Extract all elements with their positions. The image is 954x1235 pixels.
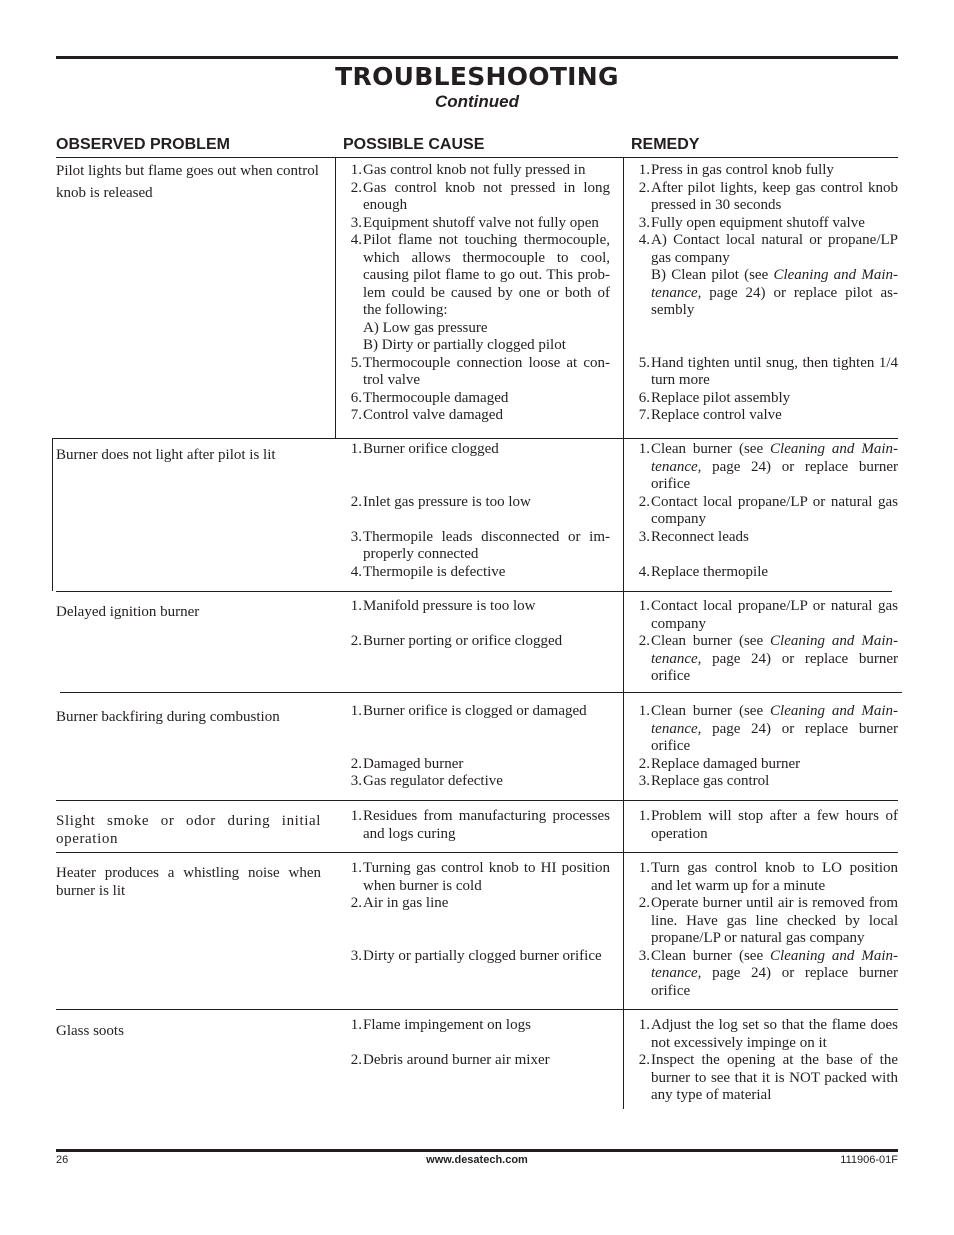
list-item: 1. Problem will stop after a few hours of operation: [638, 808, 898, 842]
list-item: 1. Clean burner (see Cleaning and Main-tenance, page 24) or replace burner orifice: [638, 703, 898, 754]
observed-problem: Delayed ignition burner: [56, 604, 200, 620]
list-item: 1. Gas control knob not fully pressed in: [350, 162, 586, 178]
column-divider: [623, 157, 624, 438]
list-item: 1. Burner orifice clogged: [350, 441, 499, 457]
observed-problem: Heater produces a whistling noise when burner is lit: [56, 865, 321, 899]
list-item: 7. Control valve damaged: [350, 407, 503, 423]
column-header-remedy: REMEDY: [631, 136, 700, 153]
page-number: 26: [56, 1154, 69, 1166]
list-item: B) Dirty or partially clogged pilot: [363, 337, 566, 353]
list-item: 6. Thermocouple damaged: [350, 389, 509, 406]
list-item: 1. Press in gas control knob fully: [638, 162, 834, 178]
list-item: 3. Clean burner (see Cleaning and Main-tenance, page 24) or replace burner orifice: [638, 947, 898, 999]
column-divider: [52, 438, 53, 591]
list-item: 5. Thermocouple connection loose at con-trol valve: [350, 354, 610, 388]
list-item: 6. Replace pilot assembly: [638, 389, 791, 406]
list-item: 3. Thermopile leads disconnected or im-properly connected: [350, 528, 610, 562]
list-item: 1. Residues from manufacturing processes and logs curing: [350, 808, 610, 842]
list-item: B) Clean pilot (see Cleaning and Main-tenance, page 24) or replace pilot as-sembly: [651, 267, 899, 318]
observed-problem: Slight smoke or odor during initial operation: [56, 813, 321, 847]
page-title: TROUBLESHOOTING: [335, 62, 619, 91]
footer-url: www.desatech.com: [426, 1154, 528, 1166]
column-divider: [623, 1009, 624, 1109]
document-code: 111906-01F: [840, 1154, 898, 1166]
list-item: 4. Pilot flame not touching thermocouple, which allows thermocouple to cool, causing pilot flame to go out. This prob-lem could be caused by one or both of the following:: [350, 232, 610, 318]
list-item: 1. Turn gas control knob to LO position and let warm up for a minute: [638, 860, 898, 894]
row-divider: [56, 1009, 898, 1010]
list-item: 3. Reconnect leads: [638, 528, 749, 545]
list-item: A) Low gas pressure: [363, 319, 488, 336]
list-item: 3. Replace gas control: [638, 773, 770, 789]
column-header-cause: POSSIBLE CAUSE: [343, 136, 485, 153]
column-divider: [623, 692, 624, 800]
row-divider: [52, 438, 898, 439]
header-rule: [56, 157, 898, 158]
list-item: 2. Debris around burner air mixer: [350, 1052, 550, 1068]
top-rule: [56, 56, 898, 59]
list-item: 2. Damaged burner: [350, 755, 464, 772]
list-item: 1. Contact local propane/LP or natural gas company: [638, 598, 898, 632]
list-item: 2. Inlet gas pressure is too low: [350, 493, 531, 510]
list-item: 3. Dirty or partially clogged burner orifice: [350, 947, 602, 964]
column-divider: [623, 438, 624, 591]
list-item: 4. A) Contact local natural or propane/LP gas company: [638, 232, 898, 266]
list-item: 5. Hand tighten until snug, then tighten 1/4 turn more: [638, 354, 898, 388]
list-item: 2. Contact local propane/LP or natural gas company: [638, 493, 898, 527]
list-item: 2. Clean burner (see Cleaning and Main-tenance, page 24) or replace burner orifice: [638, 633, 898, 684]
footer-rule: [56, 1149, 898, 1152]
list-item: 4. Replace thermopile: [638, 563, 769, 580]
list-item: 1. Manifold pressure is too low: [350, 598, 536, 614]
page-subtitle: Continued: [434, 92, 520, 111]
list-item: 1. Adjust the log set so that the flame does not excessively impinge on it: [638, 1017, 898, 1051]
column-divider: [623, 852, 624, 1009]
list-item: 2. Replace damaged burner: [638, 755, 801, 772]
row-divider: [56, 800, 898, 801]
list-item: 2. Inspect the opening at the base of the burner to see that it is NOT packed with any type of material: [638, 1052, 898, 1103]
observed-problem: Burner backfiring during combustion: [56, 709, 280, 725]
list-item: 3. Equipment shutoff valve not fully open: [350, 214, 599, 231]
list-item: 3. Gas regulator defective: [350, 773, 503, 789]
list-item: 1. Burner orifice is clogged or damaged: [350, 703, 587, 719]
list-item: 1. Turning gas control knob to HI position when burner is cold: [350, 860, 610, 894]
column-divider: [335, 157, 336, 438]
list-item: 2. Air in gas line: [350, 895, 449, 911]
column-header-problem: OBSERVED PROBLEM: [56, 136, 230, 153]
list-item: 7. Replace control valve: [638, 407, 782, 423]
list-item: 1. Clean burner (see Cleaning and Main-tenance, page 24) or replace burner orifice: [638, 441, 898, 492]
list-item: 2. Burner porting or orifice clogged: [350, 633, 563, 649]
column-divider: [623, 800, 624, 852]
observed-problem: Glass soots: [56, 1023, 124, 1039]
list-item: 3. Fully open equipment shutoff valve: [638, 214, 865, 231]
row-divider: [60, 692, 902, 693]
observed-problem: Pilot lights but flame goes out when control knob is released: [56, 163, 319, 201]
observed-problem: Burner does not light after pilot is lit: [56, 447, 276, 463]
list-item: 2. After pilot lights, keep gas control knob pressed in 30 seconds: [638, 179, 898, 213]
row-divider: [56, 852, 898, 853]
list-item: 2. Operate burner until air is removed from line. Have gas line checked by local propane/LP or natural gas company: [638, 895, 898, 946]
row-divider: [56, 591, 892, 592]
list-item: 1. Flame impingement on logs: [350, 1017, 531, 1033]
list-item: 2. Gas control knob not pressed in long enough: [350, 179, 610, 213]
list-item: 4. Thermopile is defective: [350, 563, 506, 580]
column-divider: [623, 591, 624, 692]
